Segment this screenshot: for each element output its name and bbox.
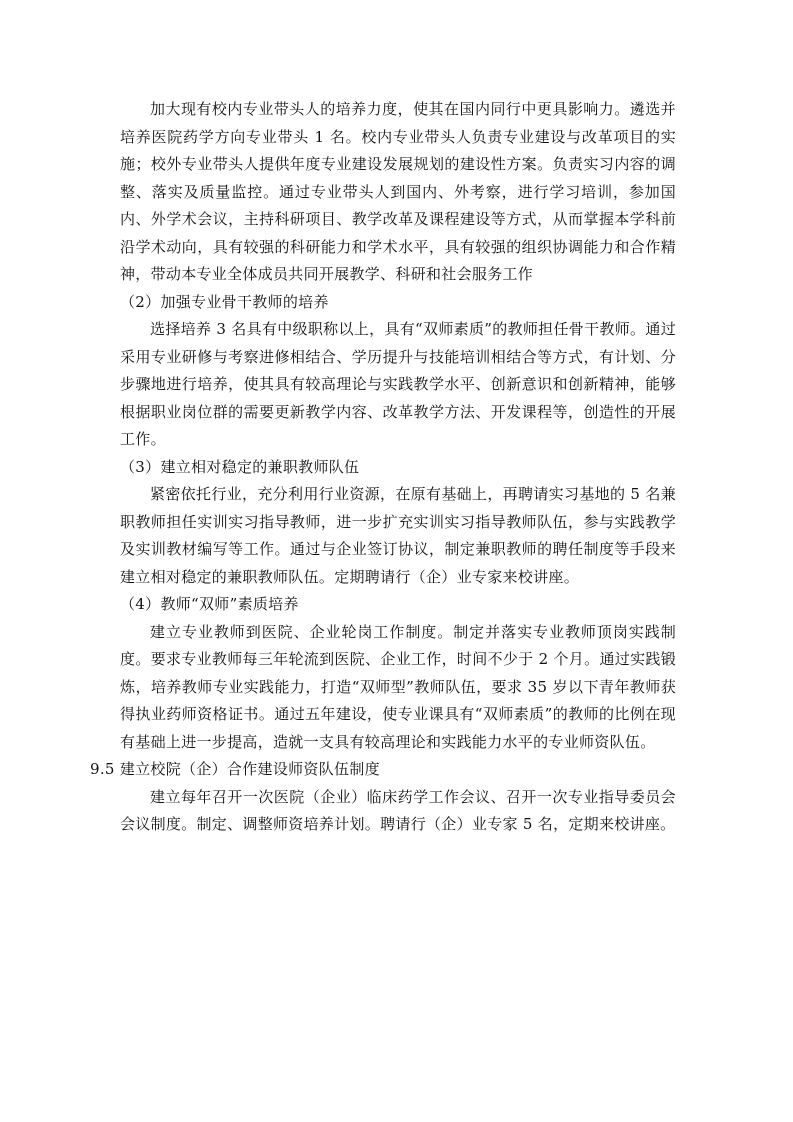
document-page <box>90 96 676 839</box>
heading-dual-qualified: （4）教师“双师”素质培养 <box>120 595 299 613</box>
paragraph-dual-qualified: 建立专业教师到医院、企业轮岗工作制度。制定并落实专业教师顶岗实践制度。要求专业教师每三年轮流到医院、企业工作，时间不少于 2 个月。通过实践锻炼，培养教师专业实践能力，打造“双师型”教师队伍，要求 35 岁以下青年教师获得执业药师资格证书。通过五年建设，使专业课具有“双师素质”的教师的比例在现有基础上进一步提高，造就一支具有较高理论和实践能力水平的专业师资队伍。 <box>120 622 676 751</box>
paragraph-leader-training: 加大现有校内专业带头人的培养力度，使其在国内同行中更具影响力。遴选并培养医院药学方向专业带头 1 名。校内专业带头人负责专业建设与改革项目的实施；校外专业带头人提供年度专业建设发展规划的建设性方案。负责实习内容的调整、落实及质量监控。通过专业带头人到国内、外考察，进行学习培训，参加国内、外学术会议，主持科研项目、教学改革及课程建设等方式，从而掌握本学科前沿学术动向，具有较强的科研能力和学术水平，具有较强的组织协调能力和合作精神，带动本专业全体成员共同开展教学、科研和社会服务工作 <box>120 100 676 283</box>
heading-backbone-teachers: （2）加强专业骨干教师的培养 <box>120 292 329 311</box>
paragraph-backbone-teachers: 选择培养 3 名具有中级职称以上，具有“双师素质”的教师担任骨干教师。通过采用专业研修与考察进修相结合、学历提升与技能培训相结合等方式，有计划、分步骤地进行培养，使其具有较高理论与实践教学水平、创新意识和创新精神，能够根据职业岗位群的需要更新教学内容、改革教学方法、开发课程等，创造性的开展工作。 <box>120 320 676 448</box>
heading-part-time-teachers: （3）建立相对稳定的兼职教师队伍 <box>120 457 360 476</box>
paragraph-cooperation: 建立每年召开一次医院（企业）临床药学工作会议、召开一次专业指导委员会会议制度。制定、调整师资培养计划。聘请行（企）业专家 5 名，定期来校讲座。 <box>120 787 676 833</box>
paragraph-part-time-teachers: 紧密依托行业，充分利用行业资源，在原有基础上，再聘请实习基地的 5 名兼职教师担任实训实习指导教师，进一步扩充实训实习指导教师队伍，参与实践教学及实训教材编写等工作。通过与企业签订协议，制定兼职教师的聘任制度等手段来建立相对稳定的兼职教师队伍。定期聘请行（企）业专家来校讲座。 <box>120 485 676 586</box>
section-heading-9-5: 9.5 建立校院（企）合作建设师资队伍制度 <box>90 760 380 778</box>
